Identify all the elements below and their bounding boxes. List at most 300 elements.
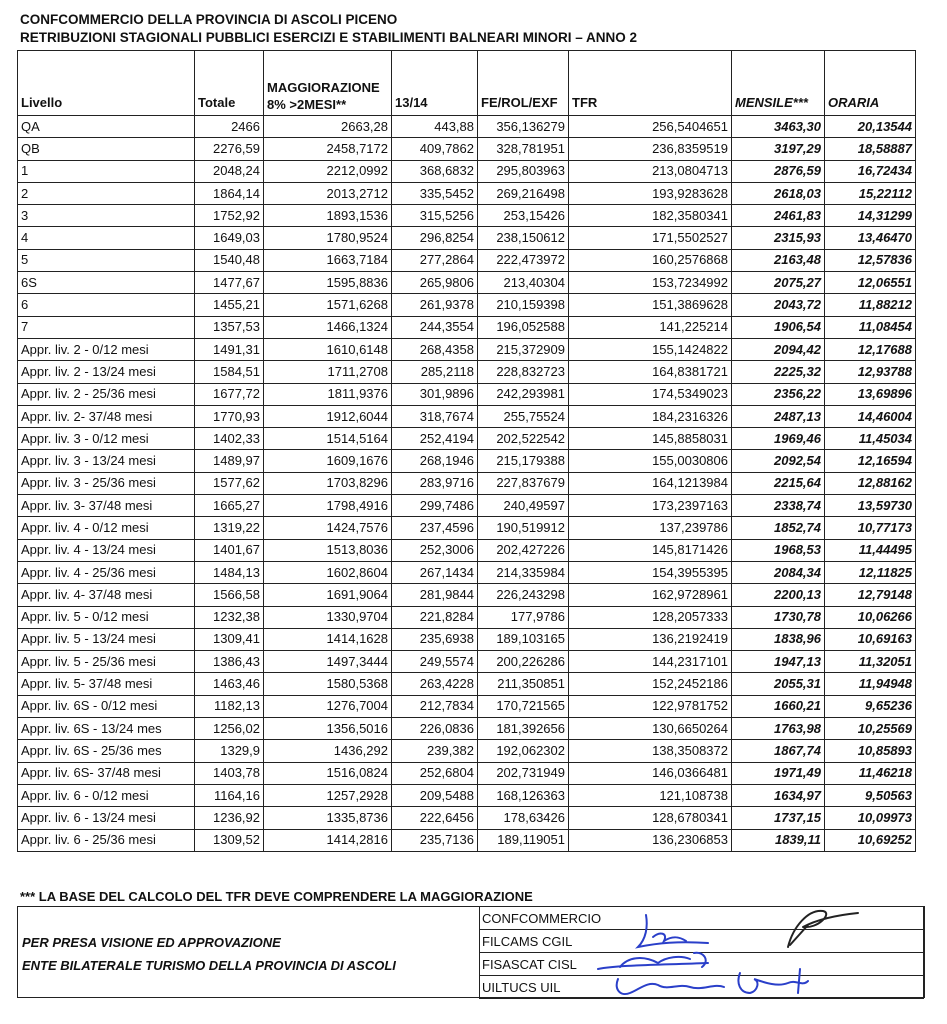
- cell-totale: 1540,48: [195, 249, 264, 271]
- cell-mensile: 2338,74: [732, 495, 825, 517]
- cell-tredicesima-quattordicesima: 226,0836: [392, 718, 478, 740]
- cell-tredicesima-quattordicesima: 222,6456: [392, 807, 478, 829]
- cell-fe-rol-exf: 255,75524: [478, 405, 569, 427]
- cell-mensile: 1838,96: [732, 628, 825, 650]
- cell-livello: 4: [18, 227, 195, 249]
- cell-mensile: 1763,98: [732, 718, 825, 740]
- cell-oraria: 14,46004: [825, 405, 916, 427]
- cell-oraria: 10,69252: [825, 829, 916, 851]
- cell-tfr: 121,108738: [569, 784, 732, 806]
- cell-totale: 1386,43: [195, 651, 264, 673]
- cell-tredicesima-quattordicesima: 299,7486: [392, 495, 478, 517]
- cell-oraria: 10,77173: [825, 517, 916, 539]
- table-row: [18, 383, 916, 405]
- cell-fe-rol-exf: 189,103165: [478, 628, 569, 650]
- cell-maggiorazione: 1424,7576: [264, 517, 392, 539]
- table-row: [18, 160, 916, 182]
- col-header-fe-rol-exf: FE/ROL/EXF: [478, 51, 569, 116]
- cell-tredicesima-quattordicesima: 237,4596: [392, 517, 478, 539]
- cell-maggiorazione: 1811,9376: [264, 383, 392, 405]
- cell-maggiorazione: 1703,8296: [264, 472, 392, 494]
- cell-mensile: 1839,11: [732, 829, 825, 851]
- cell-livello: 6S: [18, 272, 195, 294]
- table-row: [18, 472, 916, 494]
- cell-fe-rol-exf: 269,216498: [478, 182, 569, 204]
- cell-oraria: 14,31299: [825, 205, 916, 227]
- cell-mensile: 2618,03: [732, 182, 825, 204]
- cell-oraria: 10,06266: [825, 606, 916, 628]
- table-row: [18, 584, 916, 606]
- cell-maggiorazione: 1356,5016: [264, 718, 392, 740]
- cell-oraria: 15,22112: [825, 182, 916, 204]
- table-row: [18, 628, 916, 650]
- col-header-maggiorazione-text: MAGGIORAZIONE 8% >2MESI**: [267, 80, 380, 112]
- cell-tredicesima-quattordicesima: 268,1946: [392, 450, 478, 472]
- cell-fe-rol-exf: 228,832723: [478, 361, 569, 383]
- cell-livello: Appr. liv. 2- 37/48 mesi: [18, 405, 195, 427]
- cell-mensile: 1947,13: [732, 651, 825, 673]
- cell-totale: 1256,02: [195, 718, 264, 740]
- cell-tfr: 146,0366481: [569, 762, 732, 784]
- cell-fe-rol-exf: 202,731949: [478, 762, 569, 784]
- cell-oraria: 12,16594: [825, 450, 916, 472]
- signature-filcams: [638, 915, 708, 947]
- cell-tredicesima-quattordicesima: 443,88: [392, 116, 478, 138]
- cell-oraria: 20,13544: [825, 116, 916, 138]
- cell-tfr: 136,2192419: [569, 628, 732, 650]
- table-row: [18, 807, 916, 829]
- cell-oraria: 12,88162: [825, 472, 916, 494]
- cell-oraria: 10,85893: [825, 740, 916, 762]
- cell-fe-rol-exf: 168,126363: [478, 784, 569, 806]
- cell-livello: Appr. liv. 6S - 25/36 mes: [18, 740, 195, 762]
- cell-totale: 1491,31: [195, 338, 264, 360]
- cell-maggiorazione: 1414,1628: [264, 628, 392, 650]
- cell-livello: 7: [18, 316, 195, 338]
- table-row: [18, 673, 916, 695]
- cell-totale: 1677,72: [195, 383, 264, 405]
- signatures: [18, 907, 926, 999]
- cell-livello: Appr. liv. 5 - 25/36 mesi: [18, 651, 195, 673]
- cell-maggiorazione: 1513,8036: [264, 539, 392, 561]
- cell-fe-rol-exf: 226,243298: [478, 584, 569, 606]
- cell-tredicesima-quattordicesima: 263,4228: [392, 673, 478, 695]
- cell-totale: 1402,33: [195, 428, 264, 450]
- cell-tredicesima-quattordicesima: 296,8254: [392, 227, 478, 249]
- cell-oraria: 12,17688: [825, 338, 916, 360]
- cell-tfr: 141,225214: [569, 316, 732, 338]
- cell-oraria: 12,57836: [825, 249, 916, 271]
- cell-mensile: 2356,22: [732, 383, 825, 405]
- cell-livello: Appr. liv. 4 - 13/24 mesi: [18, 539, 195, 561]
- table-row: [18, 450, 916, 472]
- cell-tfr: 154,3955395: [569, 561, 732, 583]
- col-header-mensile: MENSILE***: [732, 51, 825, 116]
- table-row: [18, 651, 916, 673]
- cell-mensile: 1867,74: [732, 740, 825, 762]
- cell-totale: 1477,67: [195, 272, 264, 294]
- cell-livello: Appr. liv. 4 - 25/36 mesi: [18, 561, 195, 583]
- col-header-tfr: TFR: [569, 51, 732, 116]
- cell-fe-rol-exf: 215,372909: [478, 338, 569, 360]
- cell-fe-rol-exf: 222,473972: [478, 249, 569, 271]
- cell-tredicesima-quattordicesima: 277,2864: [392, 249, 478, 271]
- cell-fe-rol-exf: 177,9786: [478, 606, 569, 628]
- cell-tfr: 173,2397163: [569, 495, 732, 517]
- cell-totale: 1309,41: [195, 628, 264, 650]
- table-row: [18, 338, 916, 360]
- table-row: [18, 561, 916, 583]
- cell-totale: 1566,58: [195, 584, 264, 606]
- cell-maggiorazione: 1595,8836: [264, 272, 392, 294]
- cell-totale: 1182,13: [195, 695, 264, 717]
- cell-tfr: 152,2452186: [569, 673, 732, 695]
- table-row: [18, 249, 916, 271]
- cell-oraria: 9,65236: [825, 695, 916, 717]
- cell-fe-rol-exf: 178,63426: [478, 807, 569, 829]
- cell-maggiorazione: 1893,1536: [264, 205, 392, 227]
- cell-tfr: 130,6650264: [569, 718, 732, 740]
- cell-tfr: 213,0804713: [569, 160, 732, 182]
- cell-maggiorazione: 1691,9064: [264, 584, 392, 606]
- cell-mensile: 1969,46: [732, 428, 825, 450]
- cell-livello: 5: [18, 249, 195, 271]
- cell-totale: 1864,14: [195, 182, 264, 204]
- table-row: [18, 294, 916, 316]
- cell-totale: 1309,52: [195, 829, 264, 851]
- table-row: [18, 227, 916, 249]
- cell-livello: 6: [18, 294, 195, 316]
- cell-fe-rol-exf: 202,427226: [478, 539, 569, 561]
- cell-tfr: 162,9728961: [569, 584, 732, 606]
- org-confcommercio: CONFCOMMERCIO: [480, 907, 924, 930]
- cell-oraria: 9,50563: [825, 784, 916, 806]
- cell-totale: 1584,51: [195, 361, 264, 383]
- table-row: [18, 740, 916, 762]
- cell-maggiorazione: 1798,4916: [264, 495, 392, 517]
- cell-fe-rol-exf: 189,119051: [478, 829, 569, 851]
- cell-oraria: 16,72434: [825, 160, 916, 182]
- cell-livello: Appr. liv. 4 - 0/12 mesi: [18, 517, 195, 539]
- cell-mensile: 2876,59: [732, 160, 825, 182]
- cell-tredicesima-quattordicesima: 301,9896: [392, 383, 478, 405]
- cell-fe-rol-exf: 242,293981: [478, 383, 569, 405]
- cell-maggiorazione: 1466,1324: [264, 316, 392, 338]
- cell-mensile: 2315,93: [732, 227, 825, 249]
- cell-maggiorazione: 2663,28: [264, 116, 392, 138]
- cell-maggiorazione: 1571,6268: [264, 294, 392, 316]
- table-header-row: [18, 51, 916, 116]
- cell-totale: 2276,59: [195, 138, 264, 160]
- table-row: [18, 539, 916, 561]
- cell-livello: Appr. liv. 3 - 13/24 mesi: [18, 450, 195, 472]
- cell-totale: 1236,92: [195, 807, 264, 829]
- signature-confcommercio: [788, 911, 858, 947]
- cell-tfr: 236,8359519: [569, 138, 732, 160]
- cell-tredicesima-quattordicesima: 283,9716: [392, 472, 478, 494]
- cell-tfr: 256,5404651: [569, 116, 732, 138]
- cell-maggiorazione: 1414,2816: [264, 829, 392, 851]
- cell-mensile: 1852,74: [732, 517, 825, 539]
- cell-livello: Appr. liv. 6 - 13/24 mesi: [18, 807, 195, 829]
- approval-box: [17, 906, 925, 998]
- cell-fe-rol-exf: 215,179388: [478, 450, 569, 472]
- cell-tfr: 128,2057333: [569, 606, 732, 628]
- cell-tredicesima-quattordicesima: 249,5574: [392, 651, 478, 673]
- cell-tredicesima-quattordicesima: 252,3006: [392, 539, 478, 561]
- cell-mensile: 1730,78: [732, 606, 825, 628]
- cell-tfr: 153,7234992: [569, 272, 732, 294]
- col-header-maggiorazione: [264, 51, 392, 116]
- table-row: [18, 718, 916, 740]
- cell-fe-rol-exf: 181,392656: [478, 718, 569, 740]
- cell-mensile: 2094,42: [732, 338, 825, 360]
- cell-mensile: 2215,64: [732, 472, 825, 494]
- cell-fe-rol-exf: 192,062302: [478, 740, 569, 762]
- cell-totale: 2466: [195, 116, 264, 138]
- cell-livello: Appr. liv. 6S- 37/48 mesi: [18, 762, 195, 784]
- table-row: [18, 428, 916, 450]
- cell-tfr: 164,1213984: [569, 472, 732, 494]
- cell-fe-rol-exf: 202,522542: [478, 428, 569, 450]
- cell-tredicesima-quattordicesima: 221,8284: [392, 606, 478, 628]
- cell-livello: Appr. liv. 5 - 0/12 mesi: [18, 606, 195, 628]
- cell-tredicesima-quattordicesima: 285,2118: [392, 361, 478, 383]
- cell-fe-rol-exf: 211,350851: [478, 673, 569, 695]
- cell-maggiorazione: 2458,7172: [264, 138, 392, 160]
- org-filcams-cgil: FILCAMS CGIL: [480, 930, 924, 953]
- cell-mensile: 2461,83: [732, 205, 825, 227]
- cell-fe-rol-exf: 227,837679: [478, 472, 569, 494]
- cell-tredicesima-quattordicesima: 252,4194: [392, 428, 478, 450]
- cell-mensile: 1906,54: [732, 316, 825, 338]
- cell-oraria: 11,88212: [825, 294, 916, 316]
- cell-livello: Appr. liv. 4- 37/48 mesi: [18, 584, 195, 606]
- col-header-totale: Totale: [195, 51, 264, 116]
- salary-table: [17, 50, 916, 852]
- cell-oraria: 10,09973: [825, 807, 916, 829]
- cell-tfr: 164,8381721: [569, 361, 732, 383]
- table-row: [18, 316, 916, 338]
- cell-fe-rol-exf: 253,15426: [478, 205, 569, 227]
- cell-tfr: 151,3869628: [569, 294, 732, 316]
- cell-totale: 1401,67: [195, 539, 264, 561]
- cell-totale: 1770,93: [195, 405, 264, 427]
- cell-oraria: 11,08454: [825, 316, 916, 338]
- cell-mensile: 3463,30: [732, 116, 825, 138]
- cell-tfr: 138,3508372: [569, 740, 732, 762]
- cell-fe-rol-exf: 238,150612: [478, 227, 569, 249]
- table-row: [18, 205, 916, 227]
- cell-mensile: 2225,32: [732, 361, 825, 383]
- table-row: [18, 116, 916, 138]
- table-row: [18, 784, 916, 806]
- cell-tredicesima-quattordicesima: 268,4358: [392, 338, 478, 360]
- cell-mensile: 2075,27: [732, 272, 825, 294]
- table-row: [18, 495, 916, 517]
- cell-tredicesima-quattordicesima: 315,5256: [392, 205, 478, 227]
- cell-oraria: 12,11825: [825, 561, 916, 583]
- cell-maggiorazione: 1276,7004: [264, 695, 392, 717]
- cell-tredicesima-quattordicesima: 335,5452: [392, 182, 478, 204]
- cell-tfr: 145,8171426: [569, 539, 732, 561]
- table-row: [18, 695, 916, 717]
- cell-tredicesima-quattordicesima: 368,6832: [392, 160, 478, 182]
- cell-livello: Appr. liv. 2 - 0/12 mesi: [18, 338, 195, 360]
- cell-mensile: 2084,34: [732, 561, 825, 583]
- cell-maggiorazione: 1330,9704: [264, 606, 392, 628]
- cell-mensile: 2043,72: [732, 294, 825, 316]
- cell-tfr: 137,239786: [569, 517, 732, 539]
- cell-tfr: 145,8858031: [569, 428, 732, 450]
- cell-tredicesima-quattordicesima: 235,7136: [392, 829, 478, 851]
- table-row: [18, 182, 916, 204]
- cell-maggiorazione: 1602,8604: [264, 561, 392, 583]
- cell-mensile: 1971,49: [732, 762, 825, 784]
- table-row: [18, 272, 916, 294]
- table-row: [18, 829, 916, 851]
- cell-fe-rol-exf: 170,721565: [478, 695, 569, 717]
- cell-tredicesima-quattordicesima: 209,5488: [392, 784, 478, 806]
- cell-livello: 1: [18, 160, 195, 182]
- cell-livello: Appr. liv. 6 - 0/12 mesi: [18, 784, 195, 806]
- signature-uiltucs: [617, 969, 808, 994]
- document-title: CONFCOMMERCIO DELLA PROVINCIA DI ASCOLI PICENO: [20, 12, 398, 27]
- cell-mensile: 2200,13: [732, 584, 825, 606]
- cell-tredicesima-quattordicesima: 244,3554: [392, 316, 478, 338]
- cell-livello: QA: [18, 116, 195, 138]
- cell-oraria: 11,46218: [825, 762, 916, 784]
- cell-mensile: 2163,48: [732, 249, 825, 271]
- cell-livello: Appr. liv. 6 - 25/36 mesi: [18, 829, 195, 851]
- cell-fe-rol-exf: 213,40304: [478, 272, 569, 294]
- cell-fe-rol-exf: 196,052588: [478, 316, 569, 338]
- table-body: [18, 116, 916, 852]
- cell-mensile: 1737,15: [732, 807, 825, 829]
- cell-tfr: 171,5502527: [569, 227, 732, 249]
- cell-livello: Appr. liv. 6S - 13/24 mes: [18, 718, 195, 740]
- cell-maggiorazione: 1609,1676: [264, 450, 392, 472]
- cell-tredicesima-quattordicesima: 252,6804: [392, 762, 478, 784]
- approval-line-2: ENTE BILATERALE TURISMO DELLA PROVINCIA DI ASCOLI: [22, 958, 396, 973]
- cell-maggiorazione: 1663,7184: [264, 249, 392, 271]
- cell-livello: Appr. liv. 3 - 25/36 mesi: [18, 472, 195, 494]
- cell-oraria: 12,93788: [825, 361, 916, 383]
- cell-totale: 1649,03: [195, 227, 264, 249]
- cell-tfr: 144,2317101: [569, 651, 732, 673]
- cell-livello: Appr. liv. 2 - 25/36 mesi: [18, 383, 195, 405]
- cell-tfr: 136,2306853: [569, 829, 732, 851]
- cell-livello: Appr. liv. 2 - 13/24 mesi: [18, 361, 195, 383]
- cell-oraria: 13,46470: [825, 227, 916, 249]
- cell-mensile: 3197,29: [732, 138, 825, 160]
- cell-maggiorazione: 1912,6044: [264, 405, 392, 427]
- table-row: [18, 138, 916, 160]
- cell-oraria: 11,44495: [825, 539, 916, 561]
- cell-maggiorazione: 2212,0992: [264, 160, 392, 182]
- table-row: [18, 606, 916, 628]
- cell-totale: 1329,9: [195, 740, 264, 762]
- cell-totale: 1164,16: [195, 784, 264, 806]
- cell-livello: Appr. liv. 3- 37/48 mesi: [18, 495, 195, 517]
- cell-mensile: 1968,53: [732, 539, 825, 561]
- cell-mensile: 1634,97: [732, 784, 825, 806]
- cell-oraria: 13,69896: [825, 383, 916, 405]
- cell-maggiorazione: 1516,0824: [264, 762, 392, 784]
- table-row: [18, 405, 916, 427]
- cell-tfr: 184,2316326: [569, 405, 732, 427]
- cell-tredicesima-quattordicesima: 267,1434: [392, 561, 478, 583]
- cell-totale: 1232,38: [195, 606, 264, 628]
- table-row: [18, 517, 916, 539]
- cell-maggiorazione: 1711,2708: [264, 361, 392, 383]
- cell-maggiorazione: 2013,2712: [264, 182, 392, 204]
- cell-tredicesima-quattordicesima: 409,7862: [392, 138, 478, 160]
- cell-fe-rol-exf: 240,49597: [478, 495, 569, 517]
- cell-oraria: 11,45034: [825, 428, 916, 450]
- cell-fe-rol-exf: 295,803963: [478, 160, 569, 182]
- cell-totale: 1463,46: [195, 673, 264, 695]
- signature-fisascat: [598, 953, 708, 969]
- cell-tfr: 160,2576868: [569, 249, 732, 271]
- table-row: [18, 762, 916, 784]
- cell-mensile: 2092,54: [732, 450, 825, 472]
- cell-totale: 1577,62: [195, 472, 264, 494]
- cell-tredicesima-quattordicesima: 261,9378: [392, 294, 478, 316]
- cell-oraria: 18,58887: [825, 138, 916, 160]
- cell-oraria: 12,06551: [825, 272, 916, 294]
- cell-tfr: 155,1424822: [569, 338, 732, 360]
- cell-totale: 1319,22: [195, 517, 264, 539]
- org-uiltucs-uil: UILTUCS UIL: [480, 976, 924, 999]
- cell-maggiorazione: 1497,3444: [264, 651, 392, 673]
- approval-line-1: PER PRESA VISIONE ED APPROVAZIONE: [22, 935, 281, 950]
- cell-oraria: 11,94948: [825, 673, 916, 695]
- cell-tfr: 193,9283628: [569, 182, 732, 204]
- cell-fe-rol-exf: 200,226286: [478, 651, 569, 673]
- footnote: *** LA BASE DEL CALCOLO DEL TFR DEVE COMPRENDERE LA MAGGIORAZIONE: [20, 889, 533, 904]
- cell-mensile: 1660,21: [732, 695, 825, 717]
- cell-livello: QB: [18, 138, 195, 160]
- cell-tredicesima-quattordicesima: 281,9844: [392, 584, 478, 606]
- cell-tfr: 155,0030806: [569, 450, 732, 472]
- org-fisascat-cisl: FISASCAT CISL: [480, 953, 924, 976]
- cell-totale: 1455,21: [195, 294, 264, 316]
- cell-maggiorazione: 1257,2928: [264, 784, 392, 806]
- cell-livello: Appr. liv. 3 - 0/12 mesi: [18, 428, 195, 450]
- cell-oraria: 11,32051: [825, 651, 916, 673]
- cell-tfr: 122,9781752: [569, 695, 732, 717]
- cell-maggiorazione: 1580,5368: [264, 673, 392, 695]
- cell-livello: 3: [18, 205, 195, 227]
- cell-oraria: 13,59730: [825, 495, 916, 517]
- cell-mensile: 2055,31: [732, 673, 825, 695]
- cell-fe-rol-exf: 214,335984: [478, 561, 569, 583]
- cell-tredicesima-quattordicesima: 318,7674: [392, 405, 478, 427]
- cell-totale: 2048,24: [195, 160, 264, 182]
- cell-fe-rol-exf: 210,159398: [478, 294, 569, 316]
- cell-maggiorazione: 1514,5164: [264, 428, 392, 450]
- cell-fe-rol-exf: 356,136279: [478, 116, 569, 138]
- cell-tredicesima-quattordicesima: 265,9806: [392, 272, 478, 294]
- cell-fe-rol-exf: 328,781951: [478, 138, 569, 160]
- cell-totale: 1752,92: [195, 205, 264, 227]
- cell-totale: 1403,78: [195, 762, 264, 784]
- cell-totale: 1357,53: [195, 316, 264, 338]
- cell-tfr: 182,3580341: [569, 205, 732, 227]
- cell-totale: 1489,97: [195, 450, 264, 472]
- cell-tfr: 174,5349023: [569, 383, 732, 405]
